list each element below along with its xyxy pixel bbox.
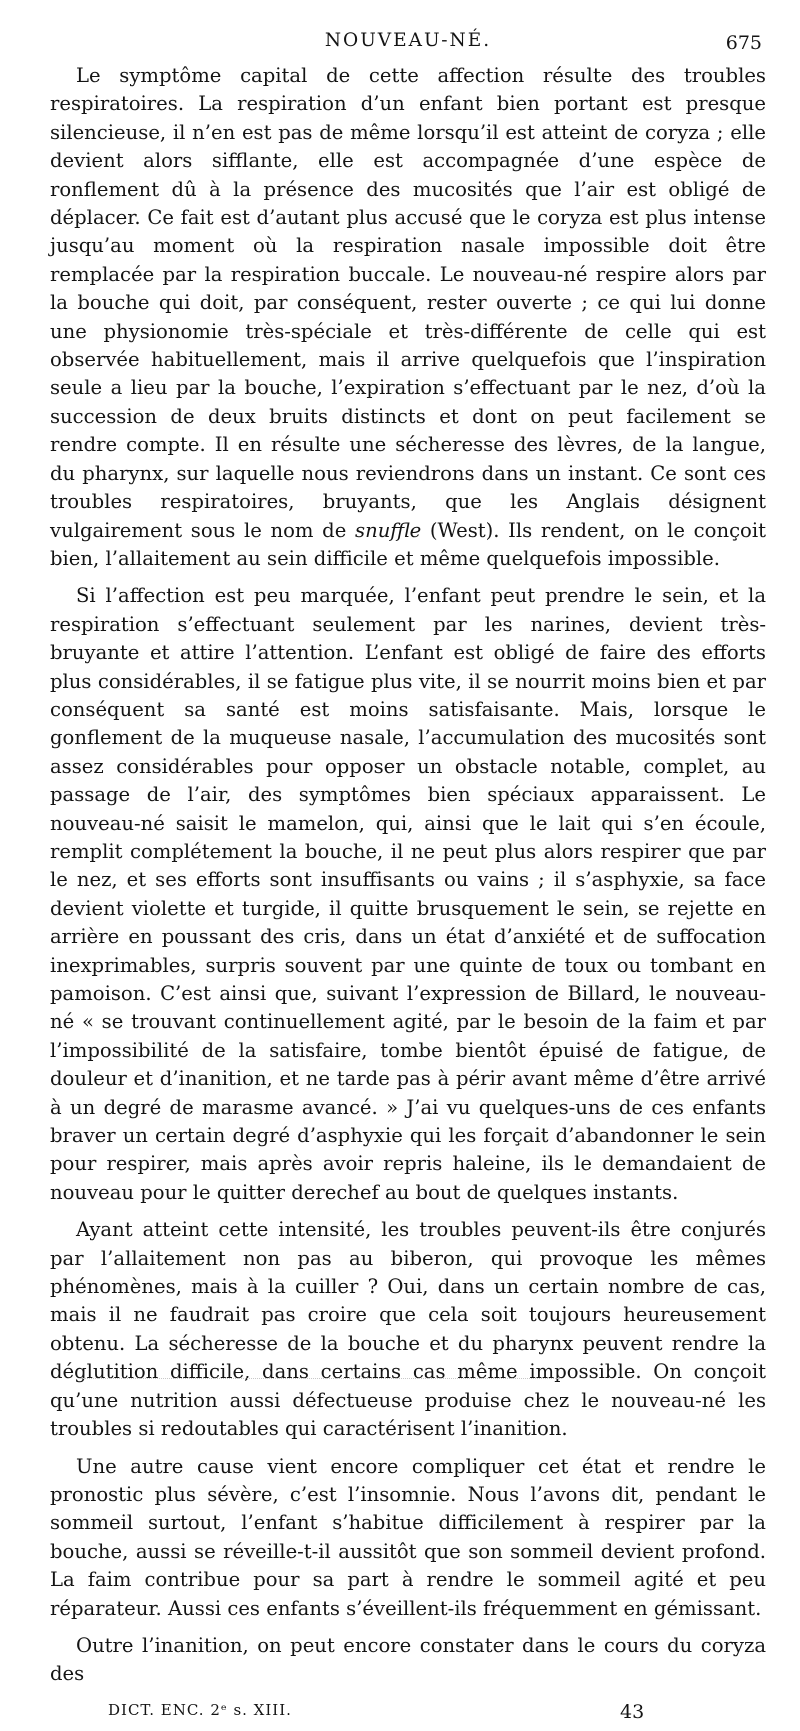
paragraph-1-text: Le symptôme capital de cette affection résulte des troubles respiratoires. La respiration d’un enfant bien portant est presque silencieuse, il n’en est pas de même lorsqu’il est atteint de coryza ; elle devient alors sifflante, elle est accompagnée d’une espèce de ronflement dû à la présence des mucosités que l’air est obligé de déplacer. Ce fait est d’autant plus accusé que le coryza est plus intense jusqu’au moment où la respiration nasale impossible doit être remplacée par la respiration buccale. Le nouveau-né respire alors par la bouche qui doit, par conséquent, rester ouverte ; ce qui lui donne une physionomie très-spéciale et très-différente de celle qui est observée habituellement, mais il arrive quelquefois que l’inspiration seule a lieu par la bouche, l’expiration s’effectuant par le nez, d’où la succession de deux bruits distincts et dont on peut facilement se rendre compte. Il en résulte une sécheresse des lèvres, de la langue, du pharynx, sur laquelle nous reviendrons dans un instant. Ce sont ces troubles respiratoires, bruyants, que les Anglais désignent vulgairement sous le nom de — [50, 64, 766, 542]
book-page — [50, 28, 766, 1731]
body-text — [50, 62, 766, 1689]
paragraph-3: Ayant atteint cette intensité, les troubles peuvent-ils être conjurés par l’allaitement non pas au biberon, qui provoque les mêmes phénomènes, mais à la cuiller ? Oui, dans un certain nombre de cas, mais il ne faudrait pas croire que cela soit toujours heureusement obtenu. La sécheresse de la bouche et du pharynx peuvent rendre la déglutition difficile, dans certains cas même impossible. On conçoit qu’une nutrition aussi défectueuse produise chez le nouveau-né les troubles si redoutables qui caractérisent l’inanition. — [50, 1218, 766, 1441]
paragraph-5: Outre l’inanition, on peut encore constater dans le cours du coryza des — [50, 1633, 766, 1686]
paragraph-1-text-after: (West). Ils rendent, on le conçoit bien, l’allaitement au sein difficile et même quelquefois impossible. — [50, 518, 766, 570]
snuffle-term: snuffle — [355, 518, 422, 542]
page-header — [50, 28, 766, 62]
paragraph-2: Si l’affection est peu marquée, l’enfant peut prendre le sein, et la respiration s’effectuant seulement par les narines, devient très-bruyante et attire l’attention. L’enfant est obligé de faire des efforts plus considérables, il se fatigue plus vite, il se nourrit moins bien et par conséquent sa santé est moins satisfaisante. Mais, lorsque le gonflement de la muqueuse nasale, l’accumulation des mucosités sont assez considérables pour opposer un obstacle notable, complet, au passage de l’air, des symptômes bien spéciaux apparaissent. Le nouveau-né saisit le mamelon, qui, ainsi que le lait qui s’en écoule, remplit complétement la bouche, il ne peut plus alors respirer que par le nez, et ses efforts sont insuffisants ou vains ; il s’asphyxie, sa face devient violette et turgide, il quitte brusquement le sein, se rejette en arrière en poussant des cris, dans un état d’anxiété et de suffocation inexprimables, surpris souvent par une quinte de toux ou tombant en pamoison. C’est ainsi que, suivant l’expression de Billard, le nouveau-né « se trouvant continuellement agité, par le besoin de la faim et par l’impossibilité de la satisfaire, tombe bientôt épuisé de fatigue, de douleur et d’inanition, et ne tarde pas à périr avant même d’être arrivé à un degré de marasme avancé. » J’ai vu quelques-uns de ces enfants braver un certain degré d’asphyxie qui les forçait d’abandonner le sein pour respirer, mais après avoir repris haleine, ils le demandaient de nouveau pour le quitter derechef au bout de quelques instants. — [50, 584, 766, 1204]
page-number: 675 — [725, 32, 762, 54]
print-smudge — [80, 1378, 560, 1380]
paragraph-4: Une autre cause vient encore compliquer cet état et rendre le pronostic plus sévère, c’est l’insomnie. Nous l’avons dit, pendant le sommeil surtout, l’enfant s’habitue difficilement à respirer par la bouche, aussi se réveille-t-il aussitôt que son sommeil devient profond. La faim contribue pour sa part à rendre le sommeil agité et peu réparateur. Aussi ces enfants s’éveillent-ils fréquemment en gémissant. — [50, 1454, 766, 1620]
running-title: NOUVEAU-NÉ. — [324, 30, 492, 51]
paragraph-1 — [50, 62, 766, 573]
page-footer — [50, 1691, 766, 1731]
sheet-number: 43 — [620, 1700, 645, 1723]
signature-mark: DICT. ENC. 2ᵉ s. XIII. — [108, 1700, 292, 1719]
